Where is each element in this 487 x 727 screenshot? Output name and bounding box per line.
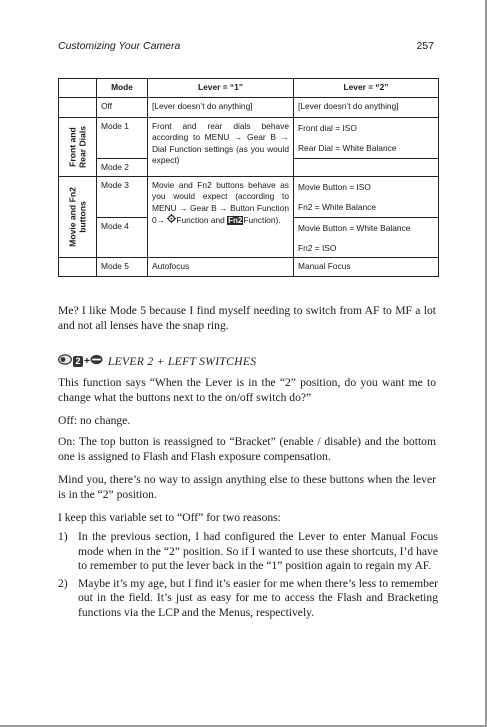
lever-1-text: Movie and Fn2 buttons behave as you would expect (according to MENU → Gear B → Button Function bbox=[152, 180, 289, 213]
paragraph-on: On: The top button is reassigned to “Bracket” (enable / disable) and the bottom one is assigned to Flash and Flash exposure compensation. bbox=[58, 435, 436, 463]
table-header-mode: Mode bbox=[97, 79, 148, 98]
lever-2-cell bbox=[294, 118, 439, 159]
lever-1-cell-dials: Front and rear dials behave according to MENU → Gear B → Dial Function settings (as you would expect) bbox=[148, 118, 294, 177]
list-item-text: Maybe it’s my age, but I find it’s easier for me when there’s less to remember out in the field. It’s just as easy for me to access the Flash and Bracketing functions via the LCP and the Menus, respectively. bbox=[78, 576, 438, 619]
page-number: 257 bbox=[416, 40, 434, 52]
mode-cell: Mode 3 bbox=[97, 177, 148, 218]
section-icons bbox=[58, 352, 103, 370]
function-end-text: Function). bbox=[243, 215, 281, 226]
plus-sign: + bbox=[84, 355, 90, 367]
list-item-text: In the previous section, I had configured the Lever to enter Manual Focus mode when in the “2” position. So if I wanted to use these shortcuts, I’d have to remember to put the lever back in the “1” position again to regain my AF. bbox=[78, 530, 438, 573]
lever-2-value: Movie Button = White Balance bbox=[298, 222, 411, 233]
paragraph-off: Off: no change. bbox=[58, 414, 131, 427]
table-row-mode-1 bbox=[59, 118, 439, 159]
running-header bbox=[58, 40, 434, 54]
mode-cell: Off bbox=[97, 98, 148, 118]
group-label-cell-dials bbox=[59, 118, 97, 177]
and-text: and bbox=[210, 215, 225, 226]
list-item-number: 2) bbox=[58, 576, 68, 590]
list-item bbox=[58, 530, 438, 574]
group-label-cell-buttons bbox=[59, 177, 97, 258]
group-label-dials: Front and Rear Dials bbox=[67, 126, 88, 169]
lever-switch-icon bbox=[58, 352, 72, 370]
lever-mode-table bbox=[58, 78, 439, 277]
function-text: Function bbox=[176, 215, 209, 226]
paragraph-keep-off: I keep this variable set to “Off” for two reasons: bbox=[58, 511, 281, 524]
group-label-buttons: Movie and Fn2 buttons bbox=[67, 187, 88, 248]
lever-2-cell bbox=[294, 177, 439, 218]
lever-2-value: Fn2 = White Balance bbox=[298, 202, 376, 213]
lever-position-2-icon: 2 bbox=[73, 356, 83, 367]
lever-2-cell-empty bbox=[294, 158, 439, 176]
arrow-text: 0→ bbox=[152, 215, 166, 226]
mode-cell: Mode 4 bbox=[97, 217, 148, 258]
lever-1-cell: Autofocus bbox=[148, 258, 294, 276]
table-cell-empty bbox=[59, 258, 97, 276]
table-row-off bbox=[59, 98, 439, 118]
left-switch-icon bbox=[90, 352, 103, 370]
lever-2-value: Movie Button = ISO bbox=[298, 182, 371, 193]
lever-2-value: Fn2 = ISO bbox=[298, 243, 337, 254]
mode-cell: Mode 5 bbox=[97, 258, 148, 276]
lever-2-cell bbox=[294, 217, 439, 258]
table-header-row bbox=[59, 79, 439, 98]
table-cell-empty bbox=[59, 98, 97, 118]
list-item bbox=[58, 577, 438, 621]
lever-1-cell: [Lever doesn’t do anything] bbox=[148, 98, 294, 118]
reasons-list bbox=[58, 530, 438, 624]
table-row-mode-5 bbox=[59, 258, 439, 276]
table-row-mode-3 bbox=[59, 177, 439, 218]
table-header-lever-2: Lever = “2” bbox=[294, 79, 439, 98]
chapter-title: Customizing Your Camera bbox=[58, 40, 181, 52]
lever-2-value: Front dial = ISO bbox=[298, 123, 357, 133]
fn2-button-icon: Fn2 bbox=[228, 216, 243, 226]
paragraph-mind-you: Mind you, there’s no way to assign anything else to these buttons when the lever is in the “2” position. bbox=[58, 473, 436, 501]
paragraph-mode-5: Me? I like Mode 5 because I find myself needing to switch from AF to MF a lot and not all lenses have the snap ring. bbox=[58, 304, 436, 332]
section-heading bbox=[58, 353, 438, 369]
lever-2-cell: [Lever doesn’t do anything] bbox=[294, 98, 439, 118]
table-header-blank bbox=[59, 79, 97, 98]
table-header-lever-1: Lever = “1” bbox=[148, 79, 294, 98]
lever-1-cell-buttons bbox=[148, 177, 294, 258]
lever-2-value: Rear Dial = White Balance bbox=[298, 143, 397, 154]
mode-cell: Mode 1 bbox=[97, 118, 148, 159]
section-title: LEVER 2 + LEFT SWITCHES bbox=[107, 354, 257, 368]
mode-cell: Mode 2 bbox=[97, 158, 148, 176]
list-item-number: 1) bbox=[58, 530, 68, 543]
lever-2-cell: Manual Focus bbox=[294, 258, 439, 276]
paragraph-function: This function says “When the Lever is in the “2” position, do you want me to change what the buttons next to the on/off switch do?” bbox=[58, 376, 436, 404]
